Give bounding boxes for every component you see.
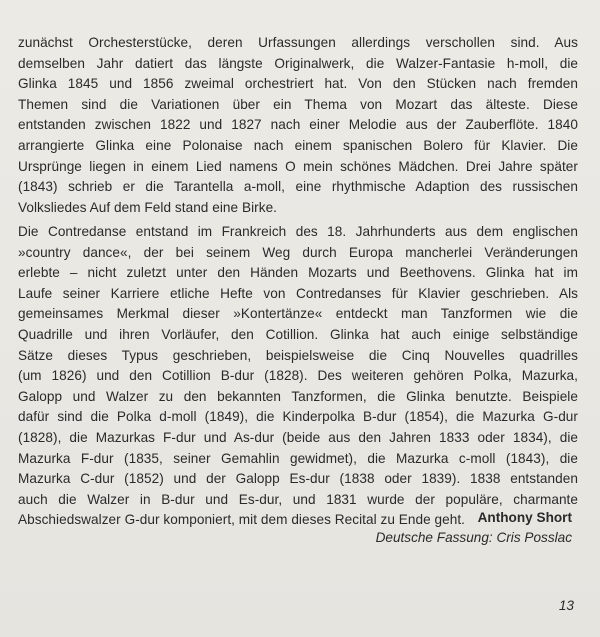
- text-line: Laufe seiner Karriere etliche Hefte von Contredanses für Klavier geschrieben. Als: [18, 285, 578, 301]
- text-line: Galopp und Walzer zu den bekannten Tanzformen, die Glinka benutzte. Beispiele: [18, 388, 578, 404]
- text-line: Mazurka C-dur (1852) und der Galopp Es-dur (1838 oder 1839). 1838 entstanden: [18, 471, 578, 487]
- text-line: Mazurka F-dur (1835, seiner Gemahlin gewidmet), die Mazurka c-moll (1843), die: [18, 450, 578, 466]
- translator-credit: Deutsche Fassung: Cris Posslac: [375, 530, 572, 545]
- text-line: erlebte – nicht zuletzt unter den Händen Mozarts und Beethovens. Glinka hat im: [18, 265, 578, 281]
- text-line: Sätze dieses Typus geschrieben, beispielsweise die Cinq Nouvelles quadrilles: [18, 347, 578, 363]
- text-line: entstanden zwischen 1822 und 1827 nach einer Melodie aus der Zauberflöte. 1840: [18, 117, 578, 133]
- text-line: Die Contredanse entstand im Frankreich des 18. Jahrhunderts aus dem englischen: [18, 224, 578, 239]
- text-line: zunächst Orchesterstücke, deren Urfassungen allerdings verschollen sind. Aus: [18, 35, 578, 50]
- page-number: 13: [558, 598, 574, 613]
- text-line: »country dance«, der bei seinem Weg durch Europa mancherlei Veränderungen: [18, 244, 578, 260]
- text-line: gemeinsames Merkmal dieser »Kontertänze« entdeckt man Tanzformen wie die: [18, 306, 578, 322]
- text-line: demselben Jahr datiert das längste Originalwerk, die Walzer-Fantasie h-moll, die: [18, 55, 578, 71]
- paragraph-2: [18, 222, 578, 531]
- text-line: Ursprünge liegen in einem Lied namens O mein schönes Mädchen. Drei Jahre später: [18, 158, 578, 174]
- text-line: auch die Walzer in B-dur und Es-dur, und 1831 wurde der populäre, charmante: [18, 491, 578, 507]
- text-line: Volksliedes Auf dem Feld stand eine Birke.: [18, 199, 278, 215]
- text-line: (um 1826) und den Cotillion B-dur (1828). Des weiteren gehören Polka, Mazurka,: [18, 368, 578, 384]
- author-name: Anthony Short: [477, 510, 572, 525]
- text-line: Quadrille und ihren Vorläufer, den Cotillion. Glinka hat auch einige selbständige: [18, 326, 578, 342]
- text-line: (1828), die Mazurkas F-dur und As-dur (beide aus den Jahren 1833 oder 1834), die: [18, 429, 578, 445]
- text-line: arrangierte Glinka eine Polonaise nach einem spanischen Bolero für Klavier. Die: [18, 137, 578, 153]
- text-line: (1843) schrieb er die Tarantella a-moll, eine rhythmische Adaption des russischen: [18, 179, 578, 195]
- text-line: Glinka 1845 und 1856 zweimal orchestriert hat. Von den Stücken nach fremden: [18, 76, 578, 92]
- text-line: dafür sind die Polka d-moll (1849), die Kinderpolka B-dur (1854), die Mazurka G-dur: [18, 409, 578, 425]
- paragraph-1: [18, 33, 578, 218]
- text-line: Themen sind die Variationen über ein Thema von Mozart das älteste. Diese: [18, 96, 578, 112]
- text-line: Abschiedswalzer G-dur komponiert, mit dem dieses Recital zu Ende geht.: [18, 512, 466, 528]
- signature-block: [376, 508, 572, 548]
